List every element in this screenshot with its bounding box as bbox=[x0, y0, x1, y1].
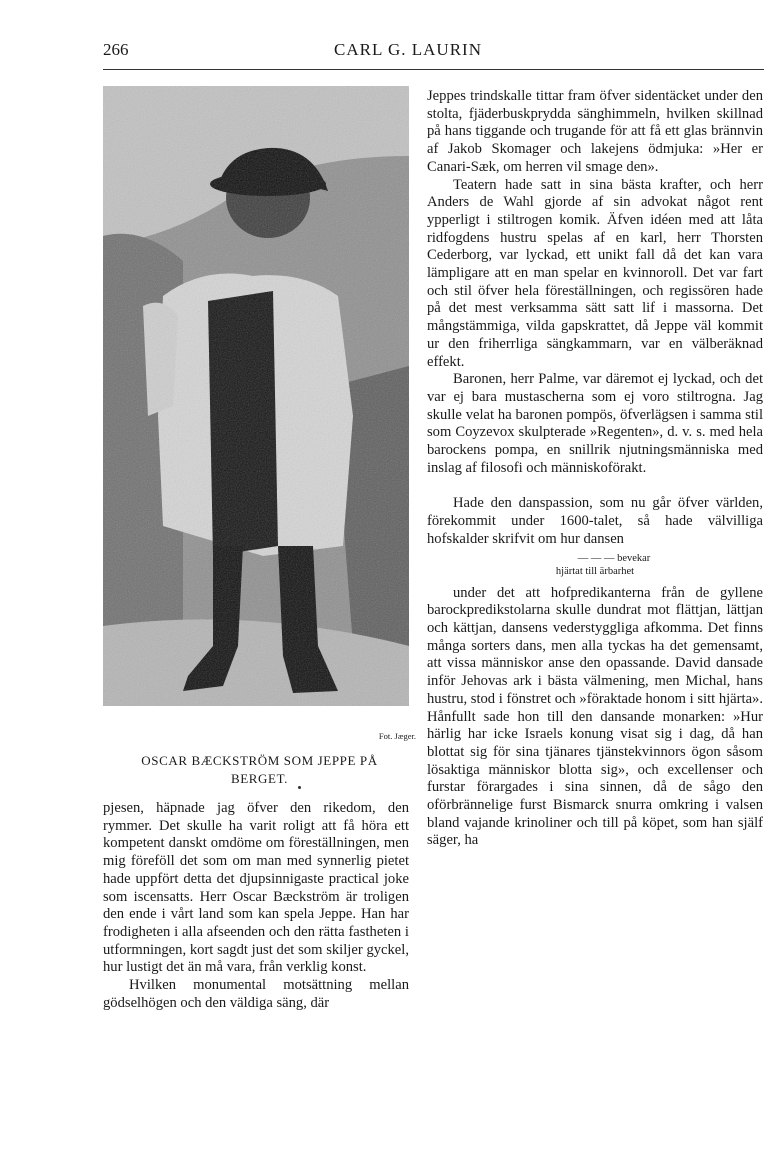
paragraph: under det att hofpredikanterna från de gyllene barockpredikstolarna skulle dundrat mot flättjan, lättjan och kättjan, dansens vederstyggliga afkomma. Det finns många sorters dans, men alla tyckas ha det gemensamt, att vissa människor anse den opassande. David dansade inför Jehovas ark i bästa välmening, men Michal, hans hustru, stod i fönstret och »föraktade honom i sitt hjärta». Hånfullt sade hon till den dansande monarken: »Hur härlig har icke Israels konung visat sig i dag, då han blottat sig för sina tjänares tjänstekvinnors ögon såsom lösaktiga människor blotta sig», och excellenser och furstar förargades i sina sinnen, då de sågo den oförbrännelige furst Bismarck snurra omkring i valsen bland vajande krinoliner och till på köpet, som han själf säger, ha bbox=[427, 584, 763, 849]
page-number: 266 bbox=[103, 40, 129, 59]
left-column bbox=[103, 800, 409, 1012]
photo-illustration bbox=[103, 86, 409, 706]
photograph bbox=[103, 86, 409, 706]
running-head: CARL G. LAURIN bbox=[334, 40, 482, 59]
verse-quote bbox=[427, 552, 763, 579]
caption-line-2: BERGET. bbox=[230, 771, 289, 786]
paragraph: Jeppes trindskalle tittar fram öfver sidentäcket under den stolta, fjäderbuskprydda sänghimmeln, hvilken skillnad på hans tiggande och trugande för att få ett glas brännvin af Jakob Skomager och lakejens ödmjuka: »Her er Canari-Sæk, om herren vil smage den». bbox=[427, 88, 763, 175]
right-column bbox=[427, 88, 763, 850]
paragraph: Hvilken monumental motsättning mellan gödselhögen och den väldiga säng, där bbox=[103, 977, 409, 1011]
caption-line-1: OSCAR BÆCKSTRÖM SOM JEPPE PÅ bbox=[141, 753, 378, 768]
verse-line-2: hjärtat till ärbarhet bbox=[555, 566, 635, 578]
header-rule bbox=[103, 69, 764, 70]
paragraph: Teatern hade satt in sina bästa krafter, och herr Anders de Wahl gjorde af sin advokat något rent ypperligt i stiltrogen komik. Äfven idéen med att låta ridfogdens hustru spelas af en karl, herr Thorsten Cederborg, var lyckad, ett unikt fall då det kan vara lämpligare att en man spelar en kvinnoroll. Det var fart och stil öfver hela föreställningen, och regissören hade på det mest verksamma sätt satt lif i massorna. Det mångstämmiga, vilda gapskrattet, då Jeppe väl kommit ur den friherrliga sängkammarn, var en välberäknad effekt. bbox=[427, 176, 763, 370]
photo-credit: Fot. Jæger. bbox=[378, 731, 416, 741]
paragraph: Baronen, herr Palme, var däremot ej lyckad, och det var ej bara mustascherna som ej voro stiltrogna. Jag skulle velat ha baronen pompös, öfverlägsen i samma stil som Coyzevox skulpterade »Regenten», d. v. s. med hela barockens pompa, en snillrik njutningsmänniska med inslag af filosofi och människoförakt. bbox=[427, 371, 763, 476]
verse-line-1: — — — bevekar bbox=[577, 552, 651, 564]
paragraph: pjesen, häpnade jag öfver den rikedom, den rymmer. Det skulle ha varit roligt att få höra ett kompetent danskt omdöme om föreställningen, men mig föreföll det som om man med synnerlig pietet hade uppfört detta det djupsinnigaste practical joke som iscensatts. Herr Oscar Bæckström är troligen den ende i vårt land som kan spela Jeppe. Han har frodigheten i alla afseenden och den rätta fastheten i utformningen, kort sagdt just det som skiljer gyckel, hur lustigt det än må vara, från verklig konst. bbox=[103, 800, 409, 976]
caption-dot bbox=[298, 786, 301, 789]
figure-caption bbox=[103, 752, 416, 788]
paragraph: Hade den danspassion, som nu går öfver världen, förekommit under 1600-talet, så hade välvilliga hofskalder skrifvit om hur dansen bbox=[427, 495, 763, 547]
